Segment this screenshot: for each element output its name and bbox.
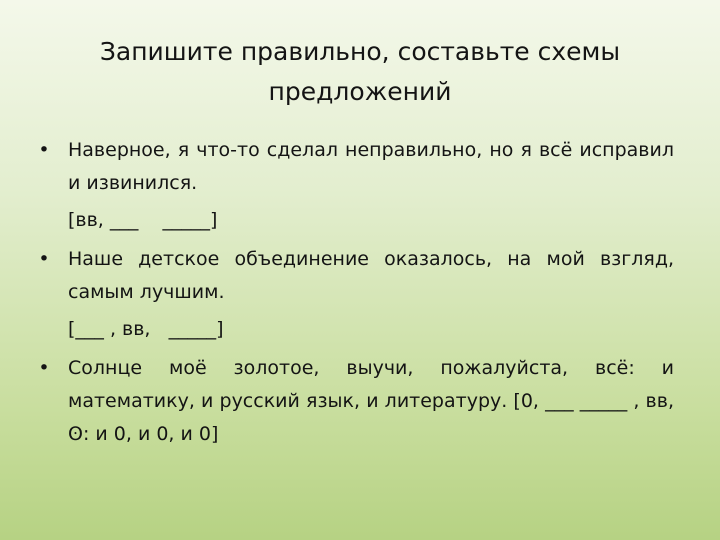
bullet-text-3: Солнце моё золотое, выучи, пожалуйста, всё: и математику, и русский язык, и литературу. [0, ___ _____ , вв, ʘ: и 0, и 0, и 0]: [68, 357, 674, 445]
bullet-item-3: [30, 352, 674, 451]
bullet-text-1: Наверное, я что-то сделал неправильно, но я всё исправил и извинился.: [68, 139, 674, 194]
bullet-dot-icon: •: [38, 248, 50, 270]
bullet-item-1: [30, 134, 674, 200]
slide-body: [30, 134, 674, 451]
bullet-dot-icon: •: [38, 357, 50, 379]
slide-title: Запишите правильно, составьте схемы предложений: [99, 37, 621, 106]
sentence-scheme-2: [___ , вв, _____]: [68, 318, 224, 340]
sentence-scheme-1: [вв, ___ _____]: [68, 209, 218, 231]
bullet-item-2: [30, 243, 674, 309]
bullet-text-2: Наше детское объединение оказалось, на мой взгляд, самым лучшим.: [68, 248, 674, 303]
bullet-dot-icon: •: [38, 139, 50, 161]
